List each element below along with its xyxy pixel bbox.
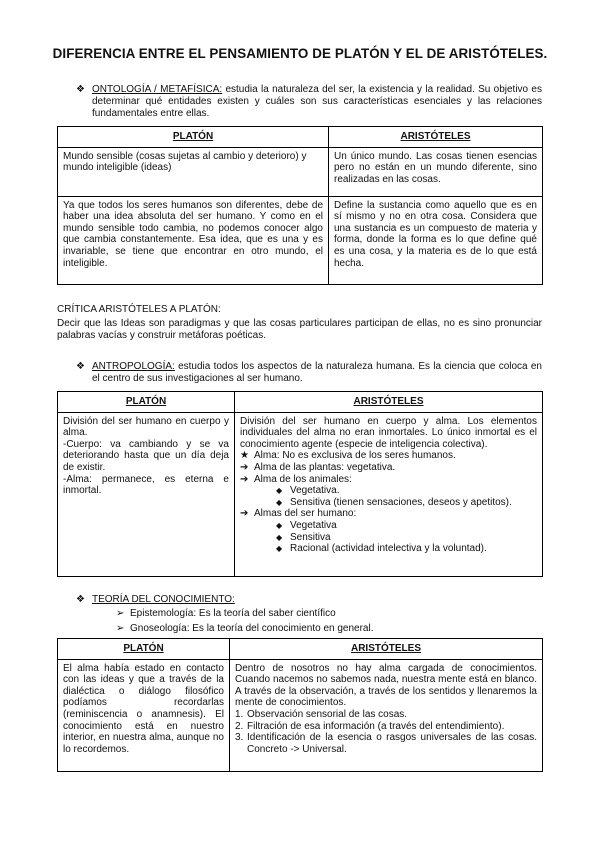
diamond-icon: ◆ — [276, 544, 283, 554]
list-item: ◆ Vegetativa. — [276, 485, 340, 497]
list-item: 2. Filtración de esa información (a través del entendimiento). — [235, 720, 505, 732]
table-row — [58, 659, 543, 771]
arrow-right-icon: ➔ — [240, 508, 249, 520]
page-title: DIFERENCIA ENTRE EL PENSAMIENTO DE PLATÓN Y EL DE ARISTÓTELES. — [52, 46, 548, 61]
platon-line: -Cuerpo: va cambiando y se va deteriorando hasta que un día deja de existir. — [63, 438, 229, 473]
list-item: ➔ Alma de los animales: ◆ Vegetativa. ◆ Sensitiva (tienen sensaciones, deseos y apetitos). — [240, 474, 537, 509]
list-item: 1. Observación sensorial de las cosas. — [235, 708, 408, 720]
critica-text: Decir que las Ideas son paradigmas y que las cosas particulares participan de ellas, no es sino pronunciar palabras vacías y construir metáforas poéticas. — [57, 318, 542, 341]
alma-list — [240, 450, 537, 554]
antropologia-intro — [92, 361, 542, 385]
diamond-icon: ◆ — [276, 520, 283, 530]
conocimiento-aristoteles-intro: Dentro de nosotros no hay alma cargada de conocimientos. Cuando nacemos no sabemos nada, nuestra mente está en blanco. A través de la observación, a través de los sentidos y llenaremos la mente de conocimientos. — [235, 662, 537, 709]
ontologia-col-aristoteles: ARISTÓTELES — [329, 127, 543, 148]
table-row — [58, 147, 543, 196]
ontologia-r1-aristoteles: Un único mundo. Las cosas tienen esencias pero no están en un mundo diferente, sino realizadas en las cosas. — [329, 147, 543, 196]
conocimiento-col-platon: PLATÓN — [58, 639, 230, 660]
diamond-bullet-icon: ❖ — [76, 84, 85, 95]
list-item: ➔ Almas del ser humano: ◆ Vegetativa ◆ Sensitiva ◆ Racional (actividad intelectiva y la voluntad). — [240, 508, 537, 554]
list-item: ◆ Vegetativa — [276, 519, 337, 531]
diamond-bullet-icon: ❖ — [76, 594, 85, 605]
antropologia-heading: ANTROPOLOGÍA: — [92, 361, 175, 372]
ontologia-r2-aristoteles: Define la sustancia como aquello que es en sí mismo y no en otra cosa. Considera que una sustancia es un compuesto de materia y forma, donde la forma es lo que define qué es una cosa, y la materia es de lo que está hecha. — [329, 196, 543, 284]
conocimiento-aristoteles-cell — [230, 659, 543, 771]
antropologia-table — [57, 391, 543, 577]
gnoseologia-item: ➢ Gnoseología: Es la teoría del conocimiento en general. — [116, 623, 374, 634]
ontologia-col-platon: PLATÓN — [58, 127, 329, 148]
platon-line: División del ser humano en cuerpo y alma. — [63, 415, 229, 439]
arrow-right-icon: ➔ — [240, 461, 249, 473]
critica-heading: CRÍTICA ARISTÓTELES A PLATÓN: — [57, 304, 221, 315]
list-item: ★ Alma: No es exclusiva de los seres humanos. — [240, 450, 456, 462]
antropologia-text: estudia todos los aspectos de la naturaleza humana. Es la ciencia que coloca en el centro de sus investigaciones al ser humano. — [92, 361, 542, 384]
diamond-icon: ◆ — [276, 532, 283, 542]
sub-list — [254, 485, 537, 508]
conocimiento-col-aristoteles: ARISTÓTELES — [230, 639, 543, 660]
antropologia-platon-cell — [58, 412, 235, 576]
conocimiento-table — [57, 638, 543, 772]
ontologia-heading: ONTOLOGÍA / METAFÍSICA: — [92, 84, 223, 95]
list-item: ➔ Alma de las plantas: vegetativa. — [240, 461, 396, 473]
conocimiento-steps — [235, 709, 537, 755]
diamond-icon: ◆ — [276, 486, 283, 496]
epistemologia-item: ➢ Epistemología: Es la teoría del saber científico — [116, 608, 336, 619]
arrow-right-icon: ➔ — [240, 473, 249, 485]
arrowhead-icon: ➢ — [116, 623, 125, 634]
arrowhead-icon: ➢ — [116, 608, 125, 619]
star-icon: ★ — [240, 450, 249, 462]
ontologia-intro — [92, 84, 542, 120]
antropologia-col-platon: PLATÓN — [58, 392, 235, 413]
diamond-bullet-icon: ❖ — [76, 361, 85, 372]
platon-line: -Alma: permanece, es eterna e inmortal. — [63, 473, 229, 497]
conocimiento-platon-cell: El alma había estado en contacto con las ideas y que a través de la dialéctica o diálogo filosófico podíamos recordarlas (reminiscencia o anamnesis). El conocimiento está en nuestro interior, en nuestra alma, aunque no lo recordemos. — [58, 659, 230, 771]
ontologia-text: estudia la naturaleza del ser, la existencia y la realidad. Su objetivo es determinar qué entidades existen y cuáles son sus características esenciales y las relaciones fundamentales entre ellas. — [92, 84, 542, 119]
diamond-icon: ◆ — [276, 497, 283, 507]
conocimiento-heading: TEORÍA DEL CONOCIMIENTO: — [92, 594, 235, 605]
aristoteles-intro: División del ser humano en cuerpo y alma. Los elementos individuales del alma no eran inmortales. Lo único inmortal es el conocimiento agente (especie de inteligencia colectiva). — [240, 415, 537, 450]
list-item: 3. Identificación de la esencia o rasgos universales de las cosas. Concreto -> Universal. — [235, 732, 537, 755]
antropologia-col-aristoteles: ARISTÓTELES — [235, 392, 543, 413]
antropologia-aristoteles-cell — [235, 412, 543, 576]
table-row — [58, 196, 543, 284]
ontologia-table — [57, 126, 543, 285]
list-item: ◆ Sensitiva — [276, 531, 331, 543]
ontologia-r1-platon: Mundo sensible (cosas sujetas al cambio y deterioro) y mundo inteligible (ideas) — [58, 147, 329, 196]
ontologia-r2-platon: Ya que todos los seres humanos son diferentes, debe de haber una idea absoluta del ser humano. Y como en el mundo sensible todo cambia, no podemos conocer algo que cambia constantemente. Esa idea, que es una y es invariable, se tiene que encontrar en otro mundo, el inteligible. — [58, 196, 329, 284]
table-row — [58, 412, 543, 576]
list-item: ◆ Racional (actividad intelectiva y la voluntad). — [276, 543, 487, 555]
sub-list — [254, 520, 537, 555]
list-item: ◆ Sensitiva (tienen sensaciones, deseos y apetitos). — [276, 496, 512, 508]
conocimiento-intro — [92, 594, 542, 606]
